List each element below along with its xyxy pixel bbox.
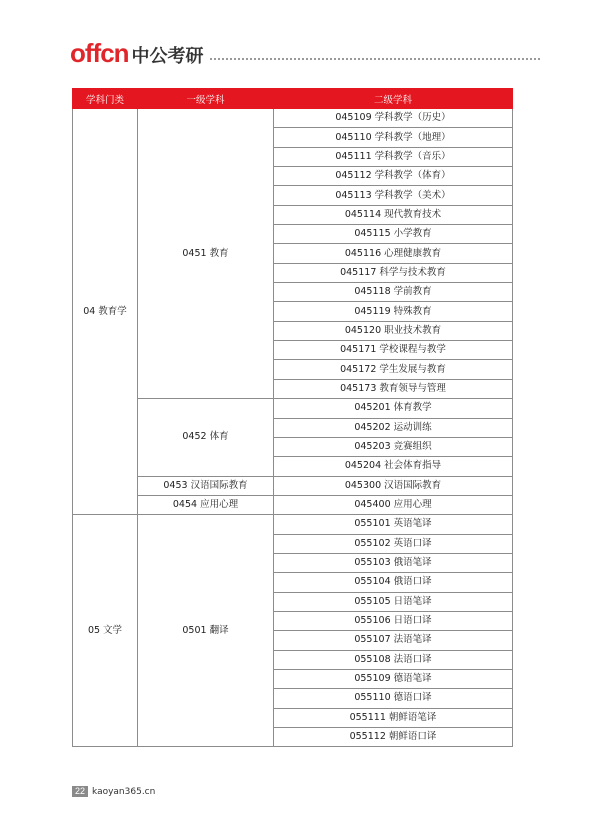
- second-level-cell: 045113 学科教学（美术）: [274, 186, 513, 205]
- second-level-cell: 055110 德语口译: [274, 689, 513, 708]
- second-level-cell: 045300 汉语国际教育: [274, 476, 513, 495]
- second-level-cell: 045400 应用心理: [274, 495, 513, 514]
- logo-cn-text: 中公考研: [131, 46, 204, 67]
- table-row: [73, 399, 513, 418]
- second-level-cell: 045117 科学与技术教育: [274, 263, 513, 282]
- second-level-cell: 045112 学科教学（体育）: [274, 167, 513, 186]
- logo-en-text: offcn: [70, 38, 129, 68]
- table-header-row: [73, 89, 513, 109]
- page-number: 22: [72, 786, 88, 797]
- table-body: [73, 109, 513, 747]
- second-level-cell: 045110 学科教学（地理）: [274, 128, 513, 147]
- category-cell: 05 文学: [73, 515, 138, 747]
- second-level-cell: 045111 学科教学（音乐）: [274, 147, 513, 166]
- table-row: [73, 109, 513, 128]
- second-level-cell: 055104 俄语口译: [274, 573, 513, 592]
- table-row: [73, 495, 513, 514]
- category-cell: 04 教育学: [73, 109, 138, 515]
- second-level-cell: 045171 学校课程与教学: [274, 341, 513, 360]
- first-level-cell: 0453 汉语国际教育: [138, 476, 274, 495]
- second-level-cell: 045109 学科教学（历史）: [274, 109, 513, 128]
- second-level-cell: 045115 小学教育: [274, 225, 513, 244]
- first-level-cell: 0451 教育: [138, 109, 274, 399]
- second-level-cell: 055102 英语口译: [274, 534, 513, 553]
- table-row: [73, 515, 513, 534]
- page-footer: [72, 786, 155, 797]
- header-second-level: 二级学科: [274, 89, 513, 109]
- first-level-cell: 0452 体育: [138, 399, 274, 476]
- second-level-cell: 045172 学生发展与教育: [274, 360, 513, 379]
- offcn-logo: [70, 38, 204, 69]
- footer-site: kaoyan365.cn: [92, 786, 156, 797]
- header-first-level: 一级学科: [138, 89, 274, 109]
- header-category: 学科门类: [73, 89, 138, 109]
- second-level-cell: 045173 教育领导与管理: [274, 379, 513, 398]
- second-level-cell: 045114 现代教育技术: [274, 205, 513, 224]
- second-level-cell: 055101 英语笔译: [274, 515, 513, 534]
- second-level-cell: 055103 俄语笔译: [274, 553, 513, 572]
- second-level-cell: 055105 日语笔译: [274, 592, 513, 611]
- page-header: [70, 38, 540, 68]
- second-level-cell: 045204 社会体育指导: [274, 457, 513, 476]
- second-level-cell: 055108 法语口译: [274, 650, 513, 669]
- first-level-cell: 0454 应用心理: [138, 495, 274, 514]
- second-level-cell: 055109 德语笔译: [274, 669, 513, 688]
- second-level-cell: 045119 特殊教育: [274, 302, 513, 321]
- second-level-cell: 055112 朝鲜语口译: [274, 728, 513, 747]
- header-dotted-rule: [210, 58, 540, 60]
- second-level-cell: 045120 职业技术教育: [274, 321, 513, 340]
- second-level-cell: 055111 朝鲜语笔译: [274, 708, 513, 727]
- second-level-cell: 045203 竞赛组织: [274, 437, 513, 456]
- discipline-table: [72, 88, 513, 747]
- second-level-cell: 045202 运动训练: [274, 418, 513, 437]
- second-level-cell: 045116 心理健康教育: [274, 244, 513, 263]
- second-level-cell: 045118 学前教育: [274, 283, 513, 302]
- second-level-cell: 055107 法语笔译: [274, 631, 513, 650]
- table-row: [73, 476, 513, 495]
- first-level-cell: 0501 翻译: [138, 515, 274, 747]
- second-level-cell: 045201 体育教学: [274, 399, 513, 418]
- second-level-cell: 055106 日语口译: [274, 611, 513, 630]
